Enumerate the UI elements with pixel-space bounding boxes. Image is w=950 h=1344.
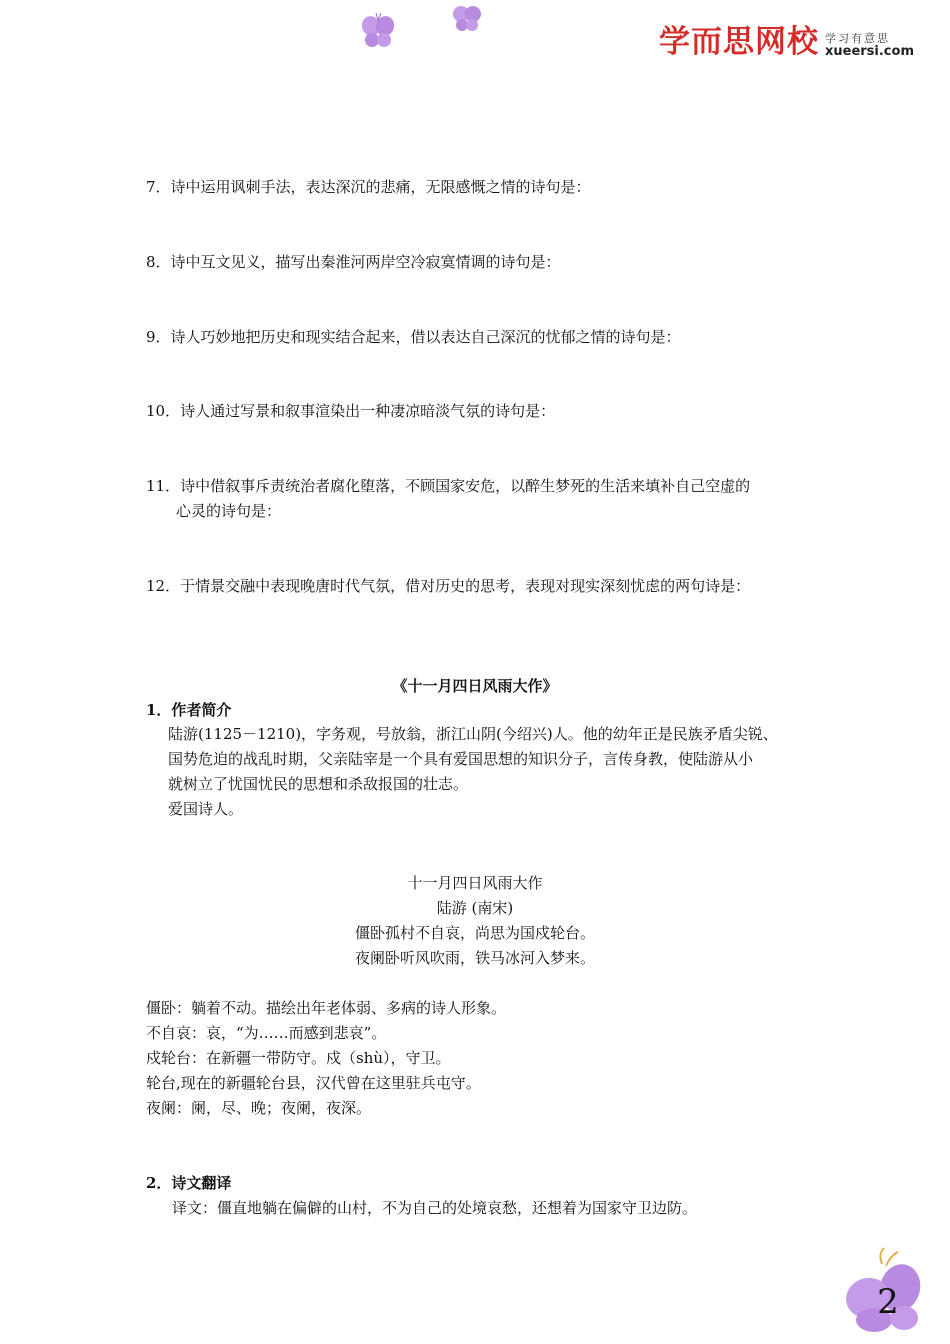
question-text: 诗中互文见义，描写出秦淮河两岸空冷寂寞情调的诗句是： [170, 253, 561, 271]
annotation-item: 夜阑：阑，尽、晚；夜阑，夜深。 [146, 1099, 372, 1117]
poem-block [0, 871, 950, 971]
translation-heading: 2．诗文翻译 [146, 1174, 232, 1192]
butterfly-icon [360, 12, 396, 50]
question-text: 诗人通过写景和叙事渲染出一种凄凉暗淡气氛的诗句是： [180, 402, 556, 420]
question-9 [146, 326, 681, 348]
brand-url: xueersi.com [824, 44, 914, 59]
question-number: 12． [146, 577, 181, 595]
paragraph-line: 就树立了忧国忧民的思想和杀敌报国的壮志。 [168, 775, 469, 793]
paragraph-line: 爱国诗人。 [168, 800, 244, 818]
annotation-item: 不自哀：哀，“为……而感到悲哀”。 [146, 1024, 387, 1042]
question-text: 诗中借叙事斥责统治者腐化堕落，不顾国家安危，以醉生梦死的生活来填补自己空虚的 [180, 477, 751, 495]
butterfly-icon [451, 2, 483, 34]
question-12 [146, 575, 750, 597]
paragraph-line: 国势危迫的战乱时期，父亲陆宰是一个具有爱国思想的知识分子，言传身教，使陆游从小 [168, 750, 754, 768]
question-number: 7． [146, 178, 171, 196]
poem-title: 十一月四日风雨大作 [407, 874, 543, 892]
page-number: 2 [877, 1282, 899, 1322]
question-number: 11． [146, 477, 181, 495]
poem-author: 陆游 (南宋) [436, 899, 514, 917]
section-title: 《十一月四日风雨大作》 [392, 677, 558, 695]
annotation-item: 戍轮台：在新疆一带防守。戍（shù），守卫。 [146, 1049, 451, 1067]
poem-line: 僵卧孤村不自哀，尚思为国戍轮台。 [354, 924, 595, 942]
poem-line: 夜阑卧听风吹雨，铁马冰河入梦来。 [354, 949, 595, 967]
question-10 [146, 400, 555, 422]
brand-logo [659, 24, 914, 60]
question-text: 诗人巧妙地把历史和现实结合起来，借以表达自己深沉的忧郁之情的诗句是： [170, 328, 681, 346]
brand-name: 学而思网校 [658, 24, 819, 60]
author-intro-heading: 1．作者简介 [146, 701, 232, 719]
question-8 [146, 251, 561, 273]
brand-slogan: 学习有意思 [824, 32, 890, 45]
annotation-item: 轮台,现在的新疆轮台县，汉代曾在这里驻兵屯守。 [146, 1074, 481, 1092]
question-number: 8． [146, 253, 171, 271]
question-text-continued: 心灵的诗句是： [176, 502, 282, 520]
question-number: 9． [146, 328, 171, 346]
annotation-list [146, 996, 506, 1121]
author-intro-paragraph [168, 722, 818, 822]
question-text: 于情景交融中表现晚唐时代气氛，借对历史的思考，表现对现实深刻忧虑的两句诗是： [180, 577, 751, 595]
translation-text: 译文：僵直地躺在偏僻的山村，不为自己的处境哀愁，还想着为国家守卫边防。 [172, 1199, 698, 1217]
question-11 [146, 474, 826, 524]
question-text: 诗中运用讽刺手法，表达深沉的悲痛，无限感慨之情的诗句是： [170, 178, 591, 196]
brand-side [825, 32, 914, 60]
paragraph-line: 陆游(1125－1210)，字务观，号放翁，浙江山阴(今绍兴)人。他的幼年正是民族矛盾尖锐、 [168, 725, 778, 743]
question-7 [146, 176, 591, 198]
question-number: 10． [146, 402, 181, 420]
annotation-item: 僵卧：躺着不动。描绘出年老体弱、多病的诗人形象。 [146, 999, 507, 1017]
